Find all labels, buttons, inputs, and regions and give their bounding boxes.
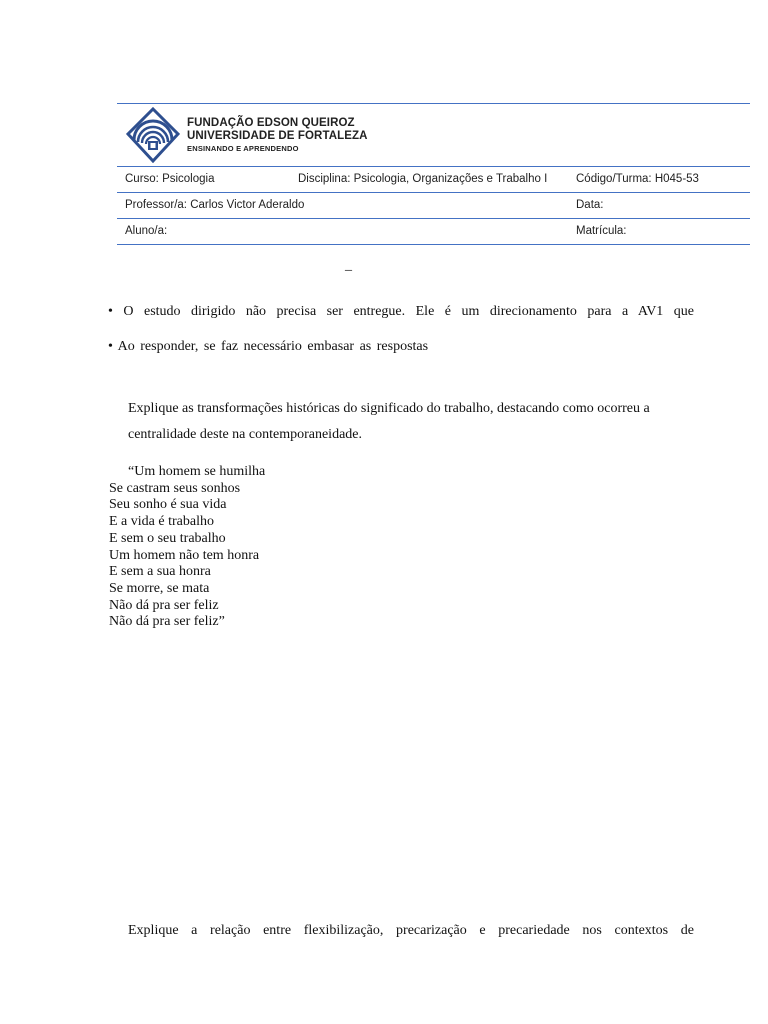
poem-line: “Um homem se humilha <box>128 464 266 479</box>
bullet-item-1: • O estudo dirigido não precisa ser entregue. Ele é um direcionamento para a AV1 que <box>108 304 694 319</box>
question-2: Explique a relação entre flexibilização, precarização e precariedade nos contextos de <box>128 923 694 938</box>
org-motto: ENSINANDO E APRENDENDO <box>187 144 299 153</box>
poem-line: Não dá pra ser feliz” <box>109 614 225 630</box>
org-name-line2: UNIVERSIDADE DE FORTALEZA <box>187 130 368 142</box>
data-field: Data: <box>576 199 604 211</box>
poem-line: Não dá pra ser feliz <box>109 597 219 613</box>
header-row-professor <box>117 193 750 218</box>
university-logo-icon <box>126 107 180 163</box>
header-bottom-line <box>117 244 750 245</box>
poem-line: Se castram seus sonhos <box>109 480 241 496</box>
disciplina-field: Disciplina: Psicologia, Organizações e Trabalho I <box>298 173 548 185</box>
header-row-course <box>117 167 750 192</box>
professor-field: Professor/a: Carlos Victor Aderaldo <box>125 199 305 211</box>
poem-line: E a vida é trabalho <box>109 514 214 530</box>
poem-line: E sem o seu trabalho <box>109 530 226 546</box>
poem-line: Um homem não tem honra <box>109 547 260 563</box>
header-row-aluno <box>117 219 750 244</box>
org-name-line1: FUNDAÇÃO EDSON QUEIROZ <box>187 117 355 129</box>
logo-row <box>117 104 750 166</box>
document-header <box>117 103 750 245</box>
organization-name <box>187 117 368 154</box>
question-1: Explique as transformações históricas do significado do trabalho, destacando como ocorreu a centralidade deste na contemporaneidade. <box>128 401 650 442</box>
dash-mark: _ <box>345 258 352 273</box>
poem-line: Seu sonho é sua vida <box>109 497 227 513</box>
poem-quote <box>109 464 265 631</box>
aluno-field: Aluno/a: <box>125 225 168 237</box>
matricula-field: Matrícula: <box>576 225 627 237</box>
curso-field: Curso: Psicologia <box>125 173 215 185</box>
codigo-turma-field: Código/Turma: H045-53 <box>576 173 699 185</box>
poem-line: E sem a sua honra <box>109 564 211 580</box>
poem-line: Se morre, se mata <box>109 580 210 596</box>
bullet-item-2: • Ao responder, se faz necessário embasar as respostas <box>108 339 429 354</box>
